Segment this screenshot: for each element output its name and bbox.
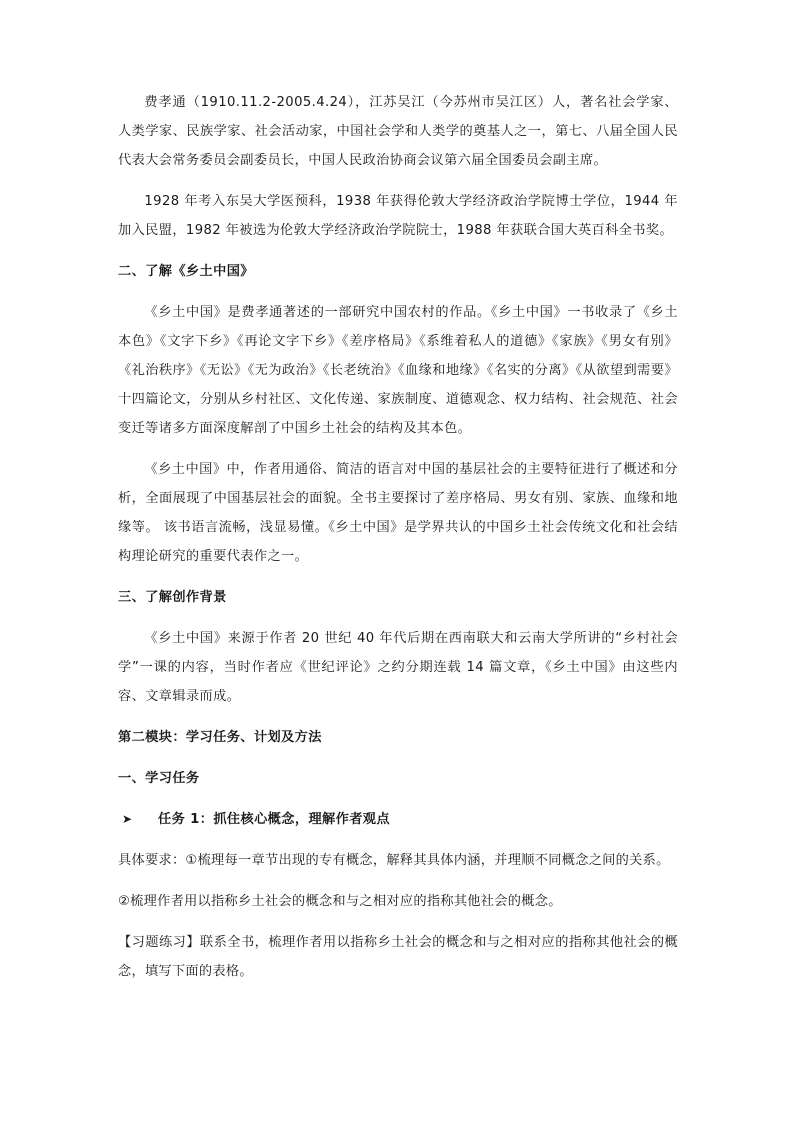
document-page	[118, 88, 678, 986]
exercise-paragraph: 【习题练习】联系全书，梳理作者用以指称乡土社会的概念和与之相对应的指称其他社会的概念，填写下面的表格。	[118, 935, 678, 979]
learning-tasks-heading: 一、学习任务	[118, 771, 200, 786]
section-heading-understand-book: 二、了解《乡土中国》	[118, 264, 254, 279]
author-career-paragraph: 1928 年考入东吴大学医预科，1938 年获得伦敦大学经济政治学院博士学位，1944 年加入民盟，1982 年被选为伦敦大学经济政治学院院士，1988 年获联合国大英百科全书奖。	[118, 194, 678, 238]
arrow-bullet-icon: ➤	[122, 812, 133, 826]
task-1-item	[118, 805, 678, 834]
author-bio-paragraph: 费孝通（1910.11.2-2005.4.24），江苏吴江（今苏州市吴江区）人，著名社会学家、人类学家、民族学家、社会活动家，中国社会学和人类学的奠基人之一，第七、八届全国人民代表大会常务委员会副委员长，中国人民政治协商会议第六届全国委员会副主席。	[118, 95, 678, 168]
section-heading-background: 三、了解创作背景	[118, 590, 227, 605]
module-heading: 第二模块：学习任务、计划及方法	[118, 730, 322, 745]
requirement-1: 具体要求：①梳理每一章节出现的专有概念，解释其具体内涵，并理顺不同概念之间的关系。	[118, 853, 670, 868]
task-1-title: 任务 1：抓住核心概念，理解作者观点	[158, 812, 390, 827]
background-paragraph: 《乡土中国》来源于作者 20 世纪 40 年代后期在西南联大和云南大学所讲的“乡村社会学”一课的内容，当时作者应《世纪评论》之约分期连载 14 篇文章，《乡土中国》由这些内容、文章辑录而成。	[118, 631, 678, 704]
book-contents-paragraph: 《乡土中国》是费孝通著述的一部研究中国农村的作品。《乡土中国》一书收录了《乡土本色》《文字下乡》《再论文字下乡》《差序格局》《系维着私人的道德》《家族》《男女有别》《礼治秩序》《无讼》《无为政治》《长老统治》《血缘和地缘》《名实的分离》《从欲望到需要》十四篇论文，分别从乡村社区、文化传递、家族制度、道德观念、权力结构、社会规范、社会变迁等诸多方面深度解剖了中国乡土社会的结构及其本色。	[118, 305, 678, 436]
book-summary-paragraph: 《乡土中国》中，作者用通俗、简洁的语言对中国的基层社会的主要特征进行了概述和分析，全面展现了中国基层社会的面貌。全书主要探讨了差序格局、男女有别、家族、血缘和地缘等。 该书语言流畅，浅显易懂。《乡土中国》是学界共认的中国乡土社会传统文化和社会结构理论研究的重要代表作之一。	[118, 462, 678, 564]
requirement-2: ②梳理作者用以指称乡土社会的概念和与之相对应的指称其他社会的概念。	[118, 894, 562, 909]
